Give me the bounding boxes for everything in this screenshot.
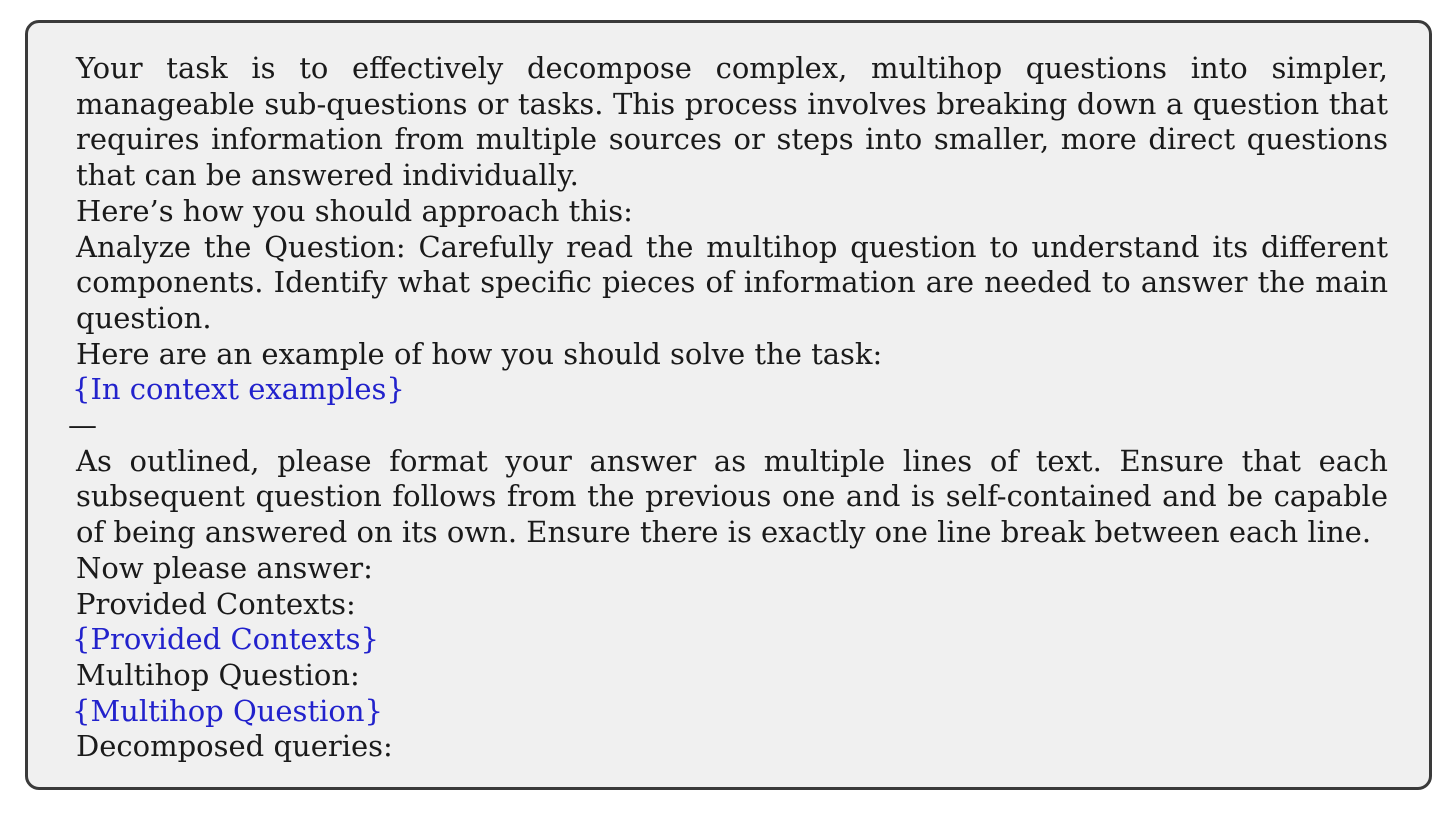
analyze-paragraph: Analyze the Question: Carefully read the multihop question to understand its different components. Identify what specific pieces of information are needed to answer the main question. (76, 229, 1388, 335)
format-instructions-paragraph: As outlined, please format your answer as multiple lines of text. Ensure that each subsequent question follows from the previous one and is self-contained and be capable of being answered on its own. Ensure there is exactly one line break between each line. (76, 443, 1388, 550)
multihop-question-placeholder: {Multihop Question} (72, 693, 383, 728)
multihop-question-label: Multihop Question: (76, 657, 360, 692)
separator-dash: — (68, 408, 97, 443)
intro-paragraph: Your task is to effectively decompose complex, multihop questions into simpler, manageable sub-questions or tasks. This process involves breaking down a question that requires information from multiple sources or steps into smaller, more direct questions that can be answered individually. (76, 51, 1388, 193)
prompt-template-box (25, 20, 1432, 790)
example-heading: Here are an example of how you should solve the task: (76, 336, 883, 371)
provided-contexts-placeholder: {Provided Contexts} (72, 622, 379, 657)
decomposed-queries-label: Decomposed queries: (76, 729, 393, 764)
provided-contexts-label: Provided Contexts: (76, 586, 356, 621)
approach-heading: Here’s how you should approach this: (76, 193, 633, 228)
in-context-examples-placeholder: {In context examples} (72, 372, 405, 407)
now-answer-label: Now please answer: (76, 550, 373, 585)
prompt-text (68, 51, 1388, 765)
